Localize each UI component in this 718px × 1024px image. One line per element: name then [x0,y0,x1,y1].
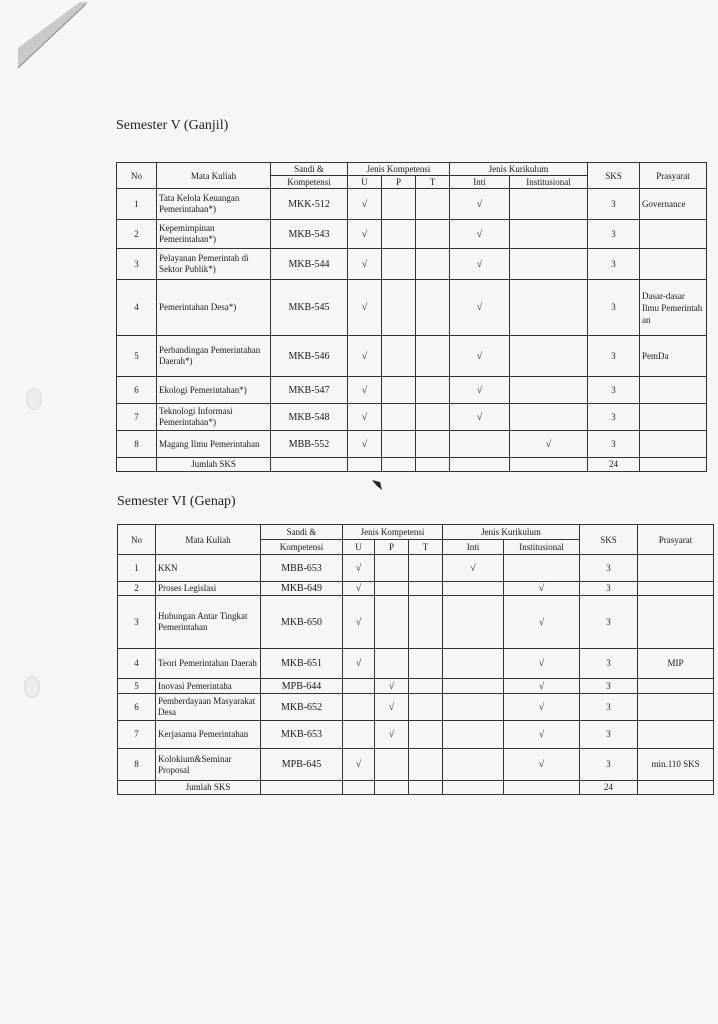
cell-no: 5 [118,679,156,694]
cell-sks: 3 [588,189,640,220]
cell-code: MKB-650 [261,596,343,649]
cell-inti: √ [450,220,510,249]
cell-institusional [510,377,588,404]
table-row [118,679,714,694]
cell-mata-kuliah: Hubungan Antar Tingkat Pemerintahan [156,596,261,649]
cell-no: 1 [117,189,157,220]
cell-sks: 3 [580,649,638,679]
header-no: No [118,525,156,555]
total-label: Jumlah SKS [156,781,261,795]
cell-u: √ [348,249,382,280]
cell-code: MKB-652 [261,694,343,721]
cell-t [409,582,443,596]
punch-hole [24,676,40,698]
cell-institusional [510,249,588,280]
table-row [117,249,707,280]
cell-institusional [510,336,588,377]
cell-inti: √ [443,555,504,582]
cell-code: MKB-548 [271,404,348,431]
cell-prasyarat [638,694,714,721]
cell-inti: √ [450,404,510,431]
cell-no: 2 [117,220,157,249]
header-inti: Inti [443,540,504,555]
semester-5-table [116,162,707,472]
cell-sks: 3 [588,336,640,377]
cell-no: 1 [118,555,156,582]
total-row [117,458,707,472]
cell-u: √ [343,596,375,649]
cell-sks: 3 [580,555,638,582]
header-sandi: Sandi & [261,525,343,540]
cell-institusional [510,280,588,336]
cell-institusional [510,189,588,220]
cell-inti: √ [450,280,510,336]
cell-t [416,377,450,404]
cell-no: 5 [117,336,157,377]
table-row [118,721,714,749]
cell-mata-kuliah: Perbandingan Pemerintahan Daerah*) [157,336,271,377]
cell-t [416,220,450,249]
cell-institusional: √ [504,649,580,679]
cell-mata-kuliah: KKN [156,555,261,582]
cell-p [375,749,409,781]
cell-u: √ [343,649,375,679]
cell-no: 8 [118,749,156,781]
cell-inti [450,431,510,458]
header-sks: SKS [580,525,638,555]
cell-u: √ [343,555,375,582]
cell-prasyarat: Governance [640,189,707,220]
cell-prasyarat [638,555,714,582]
cell-no: 8 [117,431,157,458]
cell-p [375,649,409,679]
cell-no: 7 [118,721,156,749]
cell-p: √ [375,694,409,721]
cell-u [343,721,375,749]
cell-prasyarat [640,431,707,458]
header-kompetensi: Kompetensi [271,176,348,189]
header-kompetensi: Kompetensi [261,540,343,555]
cell-no: 3 [117,249,157,280]
header-mata-kuliah: Mata Kuliah [157,163,271,189]
table-row [118,649,714,679]
cell-no: 6 [117,377,157,404]
cell-p [375,596,409,649]
cell-institusional: √ [504,596,580,649]
cell-inti [443,679,504,694]
table-row [118,749,714,781]
cell-u: √ [348,336,382,377]
cell-code: MBB-653 [261,555,343,582]
cell-p [382,280,416,336]
cell-u: √ [343,582,375,596]
header-jenis-kurikulum: Jenis Kurikulum [450,163,588,176]
semester-6-title: Semester VI (Genap) [117,494,236,509]
cell-mata-kuliah: Ekologi Pemerintahan*) [157,377,271,404]
cell-t [409,749,443,781]
cell-t [409,679,443,694]
cell-mata-kuliah: Pelayanan Pemerintah di Sektor Publik*) [157,249,271,280]
cell-mata-kuliah: Inovasi Pemerintaha [156,679,261,694]
cell-prasyarat [638,721,714,749]
cell-sks: 3 [588,249,640,280]
cell-p [382,431,416,458]
cell-prasyarat [638,582,714,596]
cell-u: √ [343,749,375,781]
cell-u: √ [348,431,382,458]
cell-u [343,694,375,721]
cell-no: 4 [118,649,156,679]
cell-u: √ [348,280,382,336]
cell-p: √ [375,721,409,749]
cell-institusional [504,555,580,582]
cell-inti [443,721,504,749]
header-u: U [343,540,375,555]
table-row [117,220,707,249]
header-prasyarat: Prasyarat [640,163,707,189]
cell-code: MKB-547 [271,377,348,404]
total-row [118,781,714,795]
cell-t [416,249,450,280]
table-row [118,694,714,721]
cell-mata-kuliah: Kerjasama Pemerintahan [156,721,261,749]
cell-t [416,404,450,431]
cell-prasyarat: PemDa [640,336,707,377]
total-sks: 24 [580,781,638,795]
header-institusional: Institusional [510,176,588,189]
cell-t [409,649,443,679]
cell-t [416,336,450,377]
cell-inti [443,596,504,649]
cell-prasyarat [640,404,707,431]
cell-institusional: √ [504,679,580,694]
cell-prasyarat: MIP [638,649,714,679]
cell-no: 6 [118,694,156,721]
cell-code: MKB-544 [271,249,348,280]
cell-institusional [510,404,588,431]
cell-t [409,694,443,721]
cell-institusional: √ [504,582,580,596]
cell-code: MPB-644 [261,679,343,694]
header-p: P [375,540,409,555]
cell-mata-kuliah: Proses Legislasi [156,582,261,596]
table-row [118,582,714,596]
cell-t [409,721,443,749]
cell-p [375,555,409,582]
header-no: No [117,163,157,189]
table-row [118,555,714,582]
header-jenis-kompetensi: Jenis Kompetensi [343,525,443,540]
cell-code: MKB-543 [271,220,348,249]
cell-inti [443,749,504,781]
cell-t [409,596,443,649]
cell-mata-kuliah: Kolokium&Seminar Proposal [156,749,261,781]
cell-code: MKB-546 [271,336,348,377]
cell-p [375,582,409,596]
cell-no: 7 [117,404,157,431]
cell-prasyarat [638,596,714,649]
cell-p [382,220,416,249]
cell-p [382,189,416,220]
cell-mata-kuliah: Tata Kelola Keuangan Pemerintahan*) [157,189,271,220]
cell-u: √ [348,404,382,431]
cell-code: MKB-651 [261,649,343,679]
punch-hole [26,388,42,410]
cell-sks: 3 [580,596,638,649]
total-label: Jumlah SKS [157,458,271,472]
cell-sks: 3 [588,431,640,458]
cell-institusional: √ [504,721,580,749]
cell-inti: √ [450,189,510,220]
header-mata-kuliah: Mata Kuliah [156,525,261,555]
cell-code: MKB-653 [261,721,343,749]
cell-u [343,679,375,694]
header-t: T [416,176,450,189]
cell-p [382,336,416,377]
cell-prasyarat [640,249,707,280]
cell-sks: 3 [588,220,640,249]
cell-mata-kuliah: Teknologi Informasi Pemerintahan*) [157,404,271,431]
ink-blot-mark [370,478,384,492]
cell-prasyarat: Dasar-dasar Ilmu Pemerintah an [640,280,707,336]
header-inti: Inti [450,176,510,189]
cell-mata-kuliah: Teori Pemerintahan Daerah [156,649,261,679]
cell-inti: √ [450,336,510,377]
cell-institusional [510,220,588,249]
cell-inti [443,649,504,679]
cell-sks: 3 [588,280,640,336]
cell-no: 2 [118,582,156,596]
folded-corner-mark [0,0,90,70]
table-row [117,336,707,377]
cell-institusional: √ [510,431,588,458]
cell-p [382,249,416,280]
cell-sks: 3 [580,694,638,721]
cell-u: √ [348,377,382,404]
cell-code: MPB-645 [261,749,343,781]
cell-p [382,404,416,431]
header-sks: SKS [588,163,640,189]
cell-inti: √ [450,377,510,404]
table-row [117,280,707,336]
cell-inti: √ [450,249,510,280]
cell-p [382,377,416,404]
cell-no: 4 [117,280,157,336]
cell-sks: 3 [580,721,638,749]
cell-inti [443,694,504,721]
header-jenis-kompetensi: Jenis Kompetensi [348,163,450,176]
cell-sks: 3 [580,679,638,694]
header-u: U [348,176,382,189]
table-row [118,596,714,649]
table-row [117,431,707,458]
cell-sks: 3 [580,749,638,781]
cell-t [409,555,443,582]
semester-6-table [117,524,714,795]
cell-prasyarat [638,679,714,694]
cell-no: 3 [118,596,156,649]
cell-t [416,280,450,336]
table-row [117,404,707,431]
cell-t [416,431,450,458]
cell-code: MKK-512 [271,189,348,220]
cell-mata-kuliah: Pemberdayaan Masyarakat Desa [156,694,261,721]
table-row [117,189,707,220]
cell-sks: 3 [588,377,640,404]
cell-institusional: √ [504,749,580,781]
cell-code: MKB-545 [271,280,348,336]
total-sks: 24 [588,458,640,472]
header-institusional: Institusional [504,540,580,555]
header-p: P [382,176,416,189]
cell-code: MKB-649 [261,582,343,596]
header-jenis-kurikulum: Jenis Kurikulum [443,525,580,540]
cell-sks: 3 [580,582,638,596]
header-prasyarat: Prasyarat [638,525,714,555]
cell-p: √ [375,679,409,694]
cell-mata-kuliah: Magang Ilmu Pemerintahan [157,431,271,458]
cell-t [416,189,450,220]
cell-inti [443,582,504,596]
semester-5-title: Semester V (Ganjil) [116,118,229,133]
cell-u: √ [348,189,382,220]
cell-u: √ [348,220,382,249]
table-row [117,377,707,404]
cell-sks: 3 [588,404,640,431]
cell-institusional: √ [504,694,580,721]
cell-mata-kuliah: Kepemimpinan Pemerintahan*) [157,220,271,249]
header-sandi: Sandi & [271,163,348,176]
cell-prasyarat [640,220,707,249]
cell-prasyarat [640,377,707,404]
cell-prasyarat: min.110 SKS [638,749,714,781]
cell-code: MBB-552 [271,431,348,458]
header-t: T [409,540,443,555]
cell-mata-kuliah: Pemerintahan Desa*) [157,280,271,336]
